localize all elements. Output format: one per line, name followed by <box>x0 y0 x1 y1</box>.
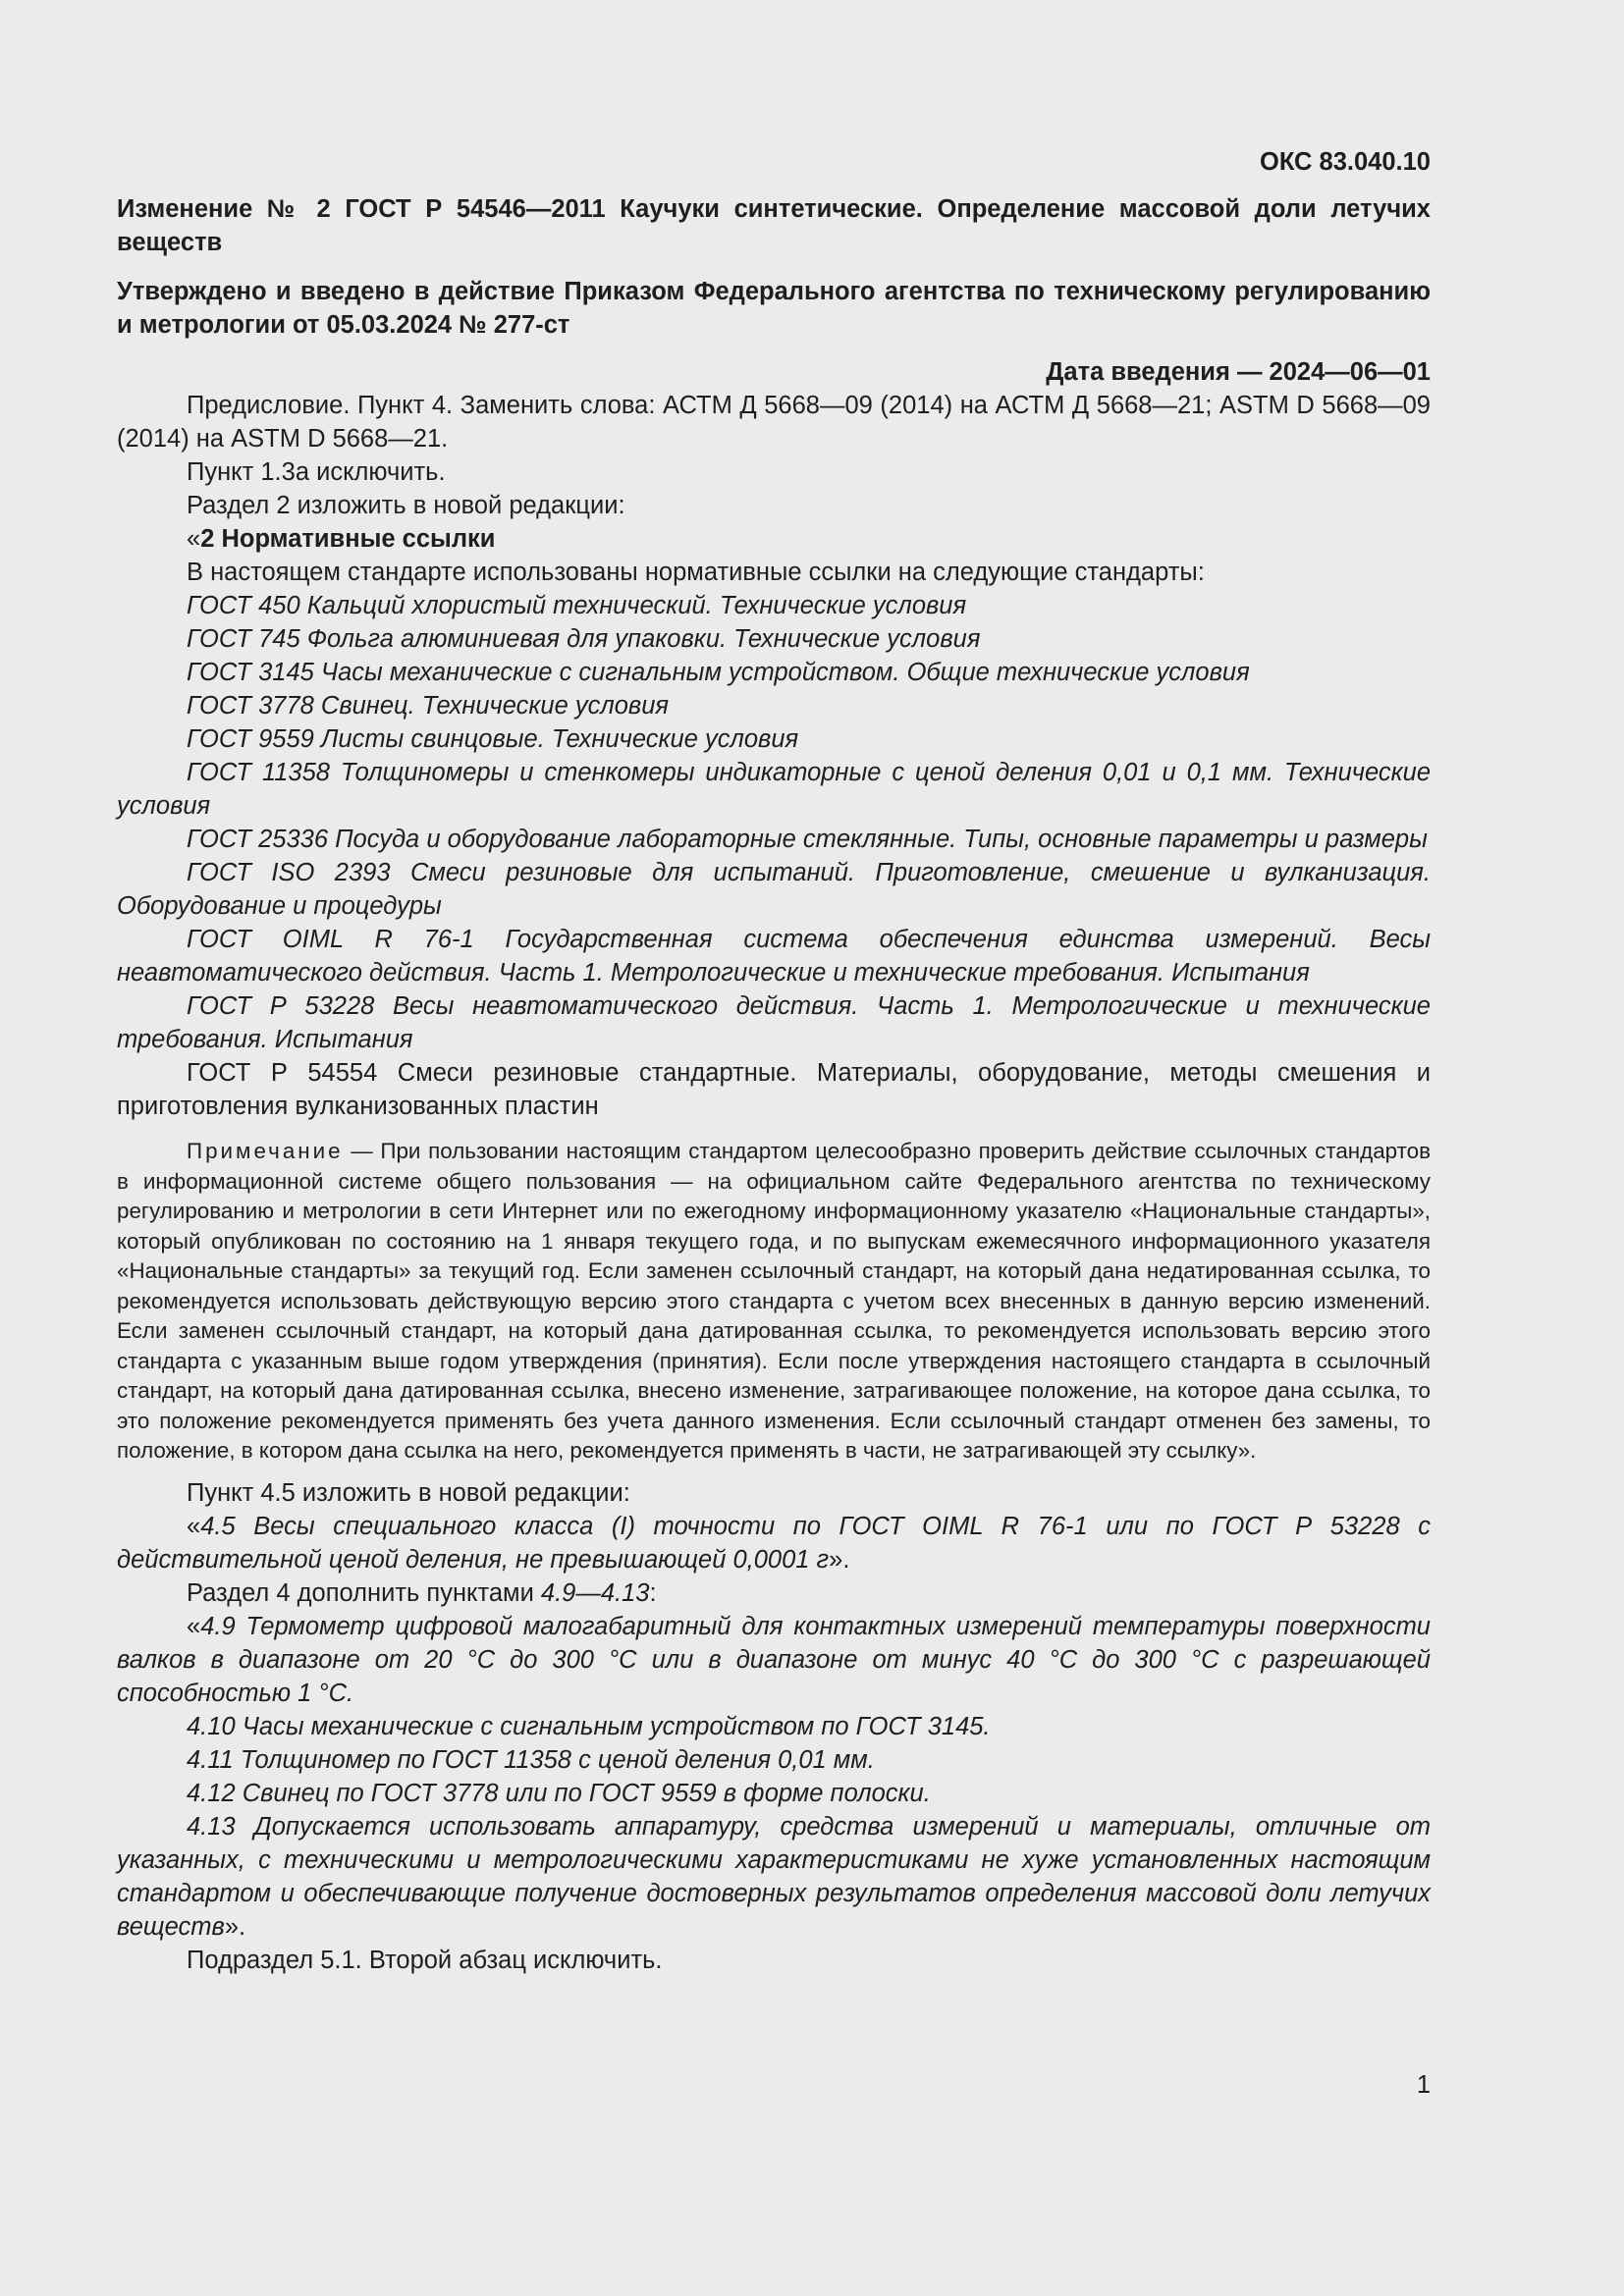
reference-item: ГОСТ 11358 Толщиномеры и стенкомеры индикаторные с ценой деления 0,01 и 0,1 мм. Технические условия <box>117 759 1431 820</box>
reference-item: ГОСТ OIML R 76-1 Государственная система обеспечения единства измерений. Весы неавтоматического действия. Часть 1. Метрологические и технические требования. Испытания <box>117 926 1431 987</box>
reference-item: ГОСТ 25336 Посуда и оборудование лабораторные стеклянные. Типы, основные параметры и размеры <box>187 826 1428 853</box>
clause-4-5-close-quote: ». <box>829 1545 850 1574</box>
section-4-intro-range: 4.9—4.13 <box>540 1578 650 1607</box>
section-2-intro: Раздел 2 изложить в новой редакции: <box>187 492 625 519</box>
clause-4-5-text <box>117 1510 1431 1576</box>
page-number: 1 <box>1416 2071 1431 2099</box>
document-page <box>117 145 1431 1977</box>
clause-4-10: 4.10 Часы механические с сигнальным устройством по ГОСТ 3145. <box>187 1712 991 1740</box>
clause-4-9 <box>117 1610 1431 1710</box>
effective-date: Дата введения — 2024—06—01 <box>1046 358 1431 386</box>
section-2-heading <box>117 522 1431 556</box>
clause-4-5-body: 4.5 Весы специального класса (I) точности по ГОСТ OIML R 76-1 или по ГОСТ Р 53228 с действительной ценой деления, не превышающей 0,0001 г <box>117 1512 1431 1574</box>
reference-item: ГОСТ 3778 Свинец. Технические условия <box>187 692 670 720</box>
reference-item: ГОСТ Р 54554 Смеси резиновые стандартные. Материалы, оборудование, методы смешения и приготовления вулканизованных пластин <box>117 1059 1431 1120</box>
clause-4-13 <box>117 1810 1431 1944</box>
subsection-5-1: Подраздел 5.1. Второй абзац исключить. <box>187 1946 663 1974</box>
clause-4-9-open-quote: « <box>187 1612 201 1640</box>
section-4-intro-text: Раздел 4 дополнить пунктами <box>187 1578 541 1607</box>
section-2-lead: В настоящем стандарте использованы нормативные ссылки на следующие стандарты: <box>187 559 1205 586</box>
clause-4-5-intro: Пункт 4.5 изложить в новой редакции: <box>187 1478 630 1507</box>
normative-references-list <box>117 589 1431 1123</box>
clause-4-5-open-quote: « <box>187 1512 201 1540</box>
clause-4-13-close-quote: ». <box>224 1912 246 1941</box>
approval-statement: Утверждено и введено в действие Приказом Федерального агентства по техническому регулированию и метрологии от 05.03.2024 № 277-ст <box>117 278 1431 339</box>
section-2-open-quote: « <box>187 525 201 553</box>
reference-item: ГОСТ 450 Кальций хлористый технический. Технические условия <box>187 592 967 619</box>
note-label: Примечание <box>187 1139 344 1163</box>
reference-item: ГОСТ 3145 Часы механические с сигнальным устройством. Общие технические условия <box>187 659 1250 686</box>
clause-4-9-body: 4.9 Термометр цифровой малогабаритный для контактных измерений температуры поверхности валков в диапазоне от 20 °С до 300 °С или в диапазоне от минус 40 °С до 300 °С с разрешающей способностью 1 °С. <box>117 1612 1431 1707</box>
reference-item: ГОСТ Р 53228 Весы неавтоматического действия. Часть 1. Метрологические и технические требования. Испытания <box>117 992 1431 1053</box>
clause-4-11: 4.11 Толщиномер по ГОСТ 11358 с ценой деления 0,01 мм. <box>187 1745 875 1774</box>
amendment-title: Изменение № 2 ГОСТ Р 54546—2011 Каучуки синтетические. Определение массовой доли летучих веществ <box>117 195 1431 256</box>
section-4-intro <box>117 1576 1431 1610</box>
reference-item: ГОСТ ISO 2393 Смеси резиновые для испытаний. Приготовление, смешение и вулканизация. Оборудование и процедуры <box>117 859 1431 920</box>
preface-paragraph: Предисловие. Пункт 4. Заменить слова: АСТМ Д 5668—09 (2014) на АСТМ Д 5668—21; ASTM D 5668—09 (2014) на ASTM D 5668—21. <box>117 392 1431 453</box>
note-paragraph <box>117 1137 1431 1467</box>
clause-4-12: 4.12 Свинец по ГОСТ 3778 или по ГОСТ 9559 в форме полоски. <box>187 1779 931 1807</box>
section-2-title: 2 Нормативные ссылки <box>200 525 496 553</box>
note-text: — При пользовании настоящим стандартом целесообразно проверить действие ссылочных стандартов в информационной системе общего пользования — на официальном сайте Федерального агентства по техническому регулированию и метрологии в сети Интернет или по ежегодному информационному указателю «Национальные стандарты», который опубликован по состоянию на 1 января текущего года, и по выпускам ежемесячного информационного указателя «Национальные стандарты» за текущий год. Если заменен ссылочный стандарт, на который дана недатированная ссылка, то рекомендуется использовать действующую версию этого стандарта с учетом всех внесенных в данную версию изменений. Если заменен ссылочный стандарт, на который дана датированная ссылка, то рекомендуется использовать версию этого стандарта с указанным выше годом утверждения (принятия). Если после утверждения настоящего стандарта в ссылочный стандарт, на который дана датированная ссылка, внесено изменение, затрагивающее положение, на которое дана ссылка, то это положение рекомендуется применять без учета данного изменения. Если ссылочный стандарт отменен без замены, то положение, в котором дана ссылка на него, рекомендуется применять в части, не затрагивающей эту ссылку». <box>117 1139 1431 1463</box>
clause-4-13-body: 4.13 Допускается использовать аппаратуру, средства измерений и материалы, отличные от указанных, с техническими и метрологическими характеристиками не хуже установленных настоящим стандартом и обеспечивающие получение достоверных результатов определения массовой доли летучих веществ <box>117 1812 1431 1941</box>
reference-item: ГОСТ 745 Фольга алюминиевая для упаковки. Технические условия <box>187 625 981 653</box>
reference-item: ГОСТ 9559 Листы свинцовые. Технические условия <box>187 725 799 753</box>
okc-code: ОКС 83.040.10 <box>1259 148 1431 176</box>
clause-1-3a-paragraph: Пункт 1.3а исключить. <box>187 458 446 486</box>
section-4-intro-colon: : <box>649 1578 657 1607</box>
